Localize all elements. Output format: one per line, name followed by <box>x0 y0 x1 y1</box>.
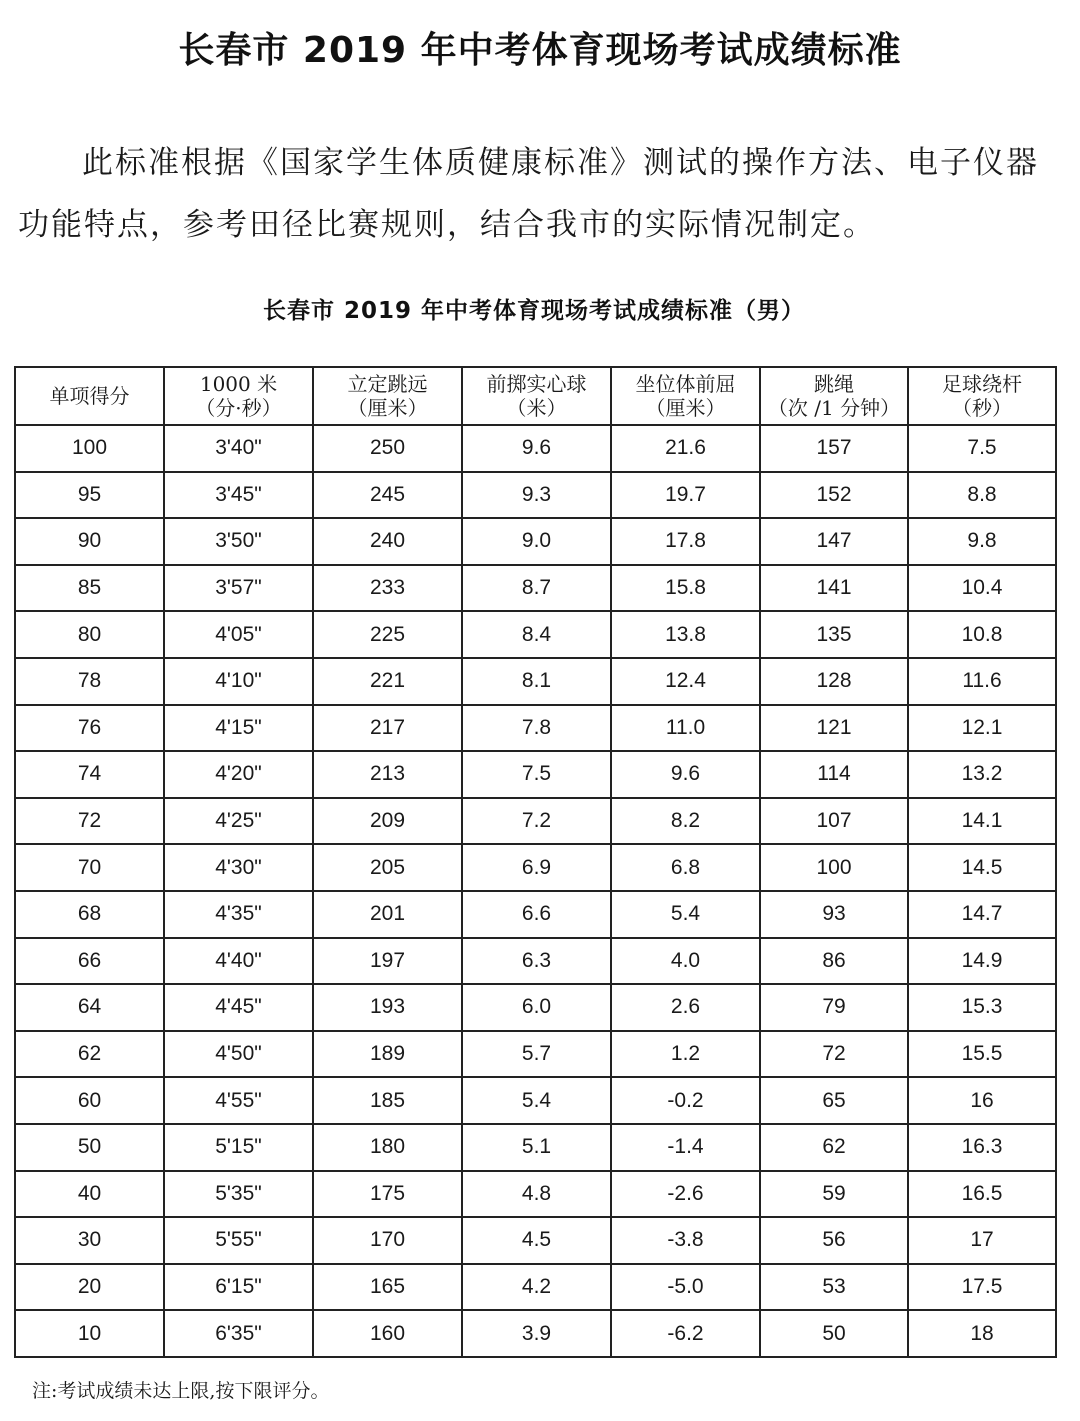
cell-ball-throw: 8.7 <box>462 565 611 612</box>
cell-ball-throw: 6.9 <box>462 844 611 891</box>
table-row <box>15 472 1056 519</box>
cell-sit-reach: 21.6 <box>611 425 760 472</box>
cell-score: 64 <box>15 984 164 1031</box>
cell-sit-reach: 1.2 <box>611 1031 760 1078</box>
cell-football: 15.3 <box>908 984 1056 1031</box>
cell-ball-throw: 8.4 <box>462 611 611 658</box>
cell-1000m: 4'20" <box>164 751 313 798</box>
header-score <box>15 367 164 425</box>
cell-football: 8.8 <box>908 472 1056 519</box>
table-row <box>15 611 1056 658</box>
table-row <box>15 1217 1056 1264</box>
table-row <box>15 1124 1056 1171</box>
cell-1000m: 3'45" <box>164 472 313 519</box>
table-row <box>15 984 1056 1031</box>
cell-football: 16 <box>908 1077 1056 1124</box>
table-row <box>15 1077 1056 1124</box>
cell-rope-skipping: 157 <box>760 425 908 472</box>
cell-score: 78 <box>15 658 164 705</box>
cell-ball-throw: 4.2 <box>462 1264 611 1311</box>
cell-football: 17 <box>908 1217 1056 1264</box>
table-row <box>15 1171 1056 1218</box>
score-standard-table <box>14 366 1057 1358</box>
cell-1000m: 4'55" <box>164 1077 313 1124</box>
header-sit-and-reach <box>611 367 760 425</box>
header-long-jump-unit: （厘米） <box>347 396 428 420</box>
header-football-dribble <box>908 367 1056 425</box>
cell-football: 11.6 <box>908 658 1056 705</box>
cell-sit-reach: 15.8 <box>611 565 760 612</box>
cell-rope-skipping: 121 <box>760 705 908 752</box>
table-row <box>15 1310 1056 1357</box>
cell-score: 40 <box>15 1171 164 1218</box>
header-football-label: 足球绕杆 <box>942 372 1022 396</box>
cell-long-jump: 189 <box>313 1031 462 1078</box>
cell-ball-throw: 9.6 <box>462 425 611 472</box>
cell-sit-reach: -2.6 <box>611 1171 760 1218</box>
cell-1000m: 4'45" <box>164 984 313 1031</box>
cell-long-jump: 185 <box>313 1077 462 1124</box>
cell-football: 10.4 <box>908 565 1056 612</box>
cell-rope-skipping: 152 <box>760 472 908 519</box>
cell-sit-reach: -5.0 <box>611 1264 760 1311</box>
cell-long-jump: 233 <box>313 565 462 612</box>
cell-sit-reach: 5.4 <box>611 891 760 938</box>
cell-score: 60 <box>15 1077 164 1124</box>
cell-long-jump: 175 <box>313 1171 462 1218</box>
cell-sit-reach: 17.8 <box>611 518 760 565</box>
table-row <box>15 565 1056 612</box>
table-row <box>15 844 1056 891</box>
cell-long-jump: 209 <box>313 798 462 845</box>
cell-1000m: 3'40" <box>164 425 313 472</box>
table-title: 长春市 2019 年中考体育现场考试成绩标准（男） <box>262 298 806 324</box>
cell-1000m: 4'30" <box>164 844 313 891</box>
table-row <box>15 658 1056 705</box>
cell-football: 15.5 <box>908 1031 1056 1078</box>
cell-ball-throw: 6.6 <box>462 891 611 938</box>
cell-ball-throw: 9.0 <box>462 518 611 565</box>
cell-sit-reach: -0.2 <box>611 1077 760 1124</box>
cell-long-jump: 245 <box>313 472 462 519</box>
cell-rope-skipping: 56 <box>760 1217 908 1264</box>
cell-rope-skipping: 147 <box>760 518 908 565</box>
cell-rope-skipping: 59 <box>760 1171 908 1218</box>
header-rope-skipping-unit: （次 /1 分钟） <box>767 396 901 420</box>
header-rope-skipping-label: 跳绳 <box>814 372 854 396</box>
cell-long-jump: 225 <box>313 611 462 658</box>
cell-ball-throw: 5.4 <box>462 1077 611 1124</box>
table-body <box>15 425 1056 1357</box>
cell-rope-skipping: 53 <box>760 1264 908 1311</box>
cell-long-jump: 213 <box>313 751 462 798</box>
cell-long-jump: 250 <box>313 425 462 472</box>
cell-1000m: 6'35" <box>164 1310 313 1357</box>
cell-rope-skipping: 86 <box>760 938 908 985</box>
cell-score: 62 <box>15 1031 164 1078</box>
header-rope-skipping <box>760 367 908 425</box>
page-title: 长春市 2019 年中考体育现场考试成绩标准 <box>178 30 902 71</box>
cell-score: 100 <box>15 425 164 472</box>
cell-1000m: 4'25" <box>164 798 313 845</box>
cell-score: 85 <box>15 565 164 612</box>
cell-rope-skipping: 62 <box>760 1124 908 1171</box>
cell-score: 72 <box>15 798 164 845</box>
cell-football: 17.5 <box>908 1264 1056 1311</box>
cell-sit-reach: 8.2 <box>611 798 760 845</box>
cell-score: 30 <box>15 1217 164 1264</box>
intro-paragraph: 此标准根据《国家学生体质健康标准》测试的操作方法、电子仪器功能特点，参考田径比赛规则，结合我市的实际情况制定。 <box>18 145 1039 243</box>
cell-1000m: 4'10" <box>164 658 313 705</box>
cell-ball-throw: 6.3 <box>462 938 611 985</box>
table-row <box>15 425 1056 472</box>
cell-score: 50 <box>15 1124 164 1171</box>
cell-score: 76 <box>15 705 164 752</box>
cell-football: 12.1 <box>908 705 1056 752</box>
cell-sit-reach: 2.6 <box>611 984 760 1031</box>
header-sit-reach-label: 坐位体前屈 <box>635 372 736 396</box>
header-1000m-run <box>164 367 313 425</box>
cell-ball-throw: 8.1 <box>462 658 611 705</box>
cell-football: 10.8 <box>908 611 1056 658</box>
header-ball-throw-label: 前掷实心球 <box>486 372 587 396</box>
cell-score: 90 <box>15 518 164 565</box>
cell-long-jump: 217 <box>313 705 462 752</box>
cell-sit-reach: 11.0 <box>611 705 760 752</box>
cell-score: 70 <box>15 844 164 891</box>
cell-rope-skipping: 50 <box>760 1310 908 1357</box>
cell-rope-skipping: 79 <box>760 984 908 1031</box>
cell-football: 16.5 <box>908 1171 1056 1218</box>
cell-long-jump: 193 <box>313 984 462 1031</box>
cell-score: 10 <box>15 1310 164 1357</box>
cell-1000m: 5'15" <box>164 1124 313 1171</box>
table-row <box>15 938 1056 985</box>
table-row <box>15 1031 1056 1078</box>
cell-football: 9.8 <box>908 518 1056 565</box>
cell-rope-skipping: 135 <box>760 611 908 658</box>
cell-score: 95 <box>15 472 164 519</box>
cell-long-jump: 197 <box>313 938 462 985</box>
header-1000m-unit: （分·秒） <box>195 396 282 420</box>
cell-long-jump: 160 <box>313 1310 462 1357</box>
cell-ball-throw: 7.5 <box>462 751 611 798</box>
cell-long-jump: 180 <box>313 1124 462 1171</box>
cell-sit-reach: 9.6 <box>611 751 760 798</box>
cell-long-jump: 165 <box>313 1264 462 1311</box>
cell-ball-throw: 9.3 <box>462 472 611 519</box>
cell-football: 18 <box>908 1310 1056 1357</box>
table-row <box>15 1264 1056 1311</box>
cell-long-jump: 205 <box>313 844 462 891</box>
cell-1000m: 4'40" <box>164 938 313 985</box>
cell-rope-skipping: 72 <box>760 1031 908 1078</box>
header-standing-long-jump <box>313 367 462 425</box>
cell-1000m: 4'15" <box>164 705 313 752</box>
cell-ball-throw: 3.9 <box>462 1310 611 1357</box>
cell-sit-reach: -6.2 <box>611 1310 760 1357</box>
cell-football: 14.7 <box>908 891 1056 938</box>
cell-rope-skipping: 141 <box>760 565 908 612</box>
header-sit-reach-unit: （厘米） <box>645 396 726 420</box>
cell-1000m: 4'05" <box>164 611 313 658</box>
cell-1000m: 4'35" <box>164 891 313 938</box>
cell-1000m: 6'15" <box>164 1264 313 1311</box>
cell-football: 7.5 <box>908 425 1056 472</box>
cell-score: 68 <box>15 891 164 938</box>
cell-sit-reach: -1.4 <box>611 1124 760 1171</box>
cell-1000m: 5'35" <box>164 1171 313 1218</box>
cell-sit-reach: 19.7 <box>611 472 760 519</box>
cell-football: 14.1 <box>908 798 1056 845</box>
cell-ball-throw: 7.2 <box>462 798 611 845</box>
cell-rope-skipping: 114 <box>760 751 908 798</box>
cell-sit-reach: -3.8 <box>611 1217 760 1264</box>
header-long-jump-label: 立定跳远 <box>347 372 428 396</box>
cell-long-jump: 221 <box>313 658 462 705</box>
cell-score: 80 <box>15 611 164 658</box>
cell-football: 14.9 <box>908 938 1056 985</box>
table-row <box>15 891 1056 938</box>
cell-rope-skipping: 65 <box>760 1077 908 1124</box>
cell-rope-skipping: 107 <box>760 798 908 845</box>
cell-long-jump: 240 <box>313 518 462 565</box>
cell-long-jump: 201 <box>313 891 462 938</box>
cell-football: 13.2 <box>908 751 1056 798</box>
cell-ball-throw: 7.8 <box>462 705 611 752</box>
cell-1000m: 3'50" <box>164 518 313 565</box>
cell-sit-reach: 13.8 <box>611 611 760 658</box>
table-row <box>15 518 1056 565</box>
cell-1000m: 4'50" <box>164 1031 313 1078</box>
header-1000m-label: 1000 米 <box>199 372 278 396</box>
cell-score: 20 <box>15 1264 164 1311</box>
header-ball-throw-unit: （米） <box>506 396 567 420</box>
header-medicine-ball-throw <box>462 367 611 425</box>
cell-sit-reach: 6.8 <box>611 844 760 891</box>
table-row <box>15 751 1056 798</box>
cell-football: 16.3 <box>908 1124 1056 1171</box>
cell-sit-reach: 12.4 <box>611 658 760 705</box>
header-score-label: 单项得分 <box>49 384 130 408</box>
cell-ball-throw: 5.1 <box>462 1124 611 1171</box>
cell-rope-skipping: 93 <box>760 891 908 938</box>
cell-ball-throw: 5.7 <box>462 1031 611 1078</box>
cell-1000m: 5'55" <box>164 1217 313 1264</box>
cell-rope-skipping: 128 <box>760 658 908 705</box>
table-row <box>15 705 1056 752</box>
cell-1000m: 3'57" <box>164 565 313 612</box>
footnote: 注:考试成绩未达上限,按下限评分。 <box>32 1380 330 1402</box>
table-header-row <box>15 367 1056 425</box>
cell-score: 66 <box>15 938 164 985</box>
cell-ball-throw: 4.8 <box>462 1171 611 1218</box>
header-football-unit: （秒） <box>952 396 1012 420</box>
table-row <box>15 798 1056 845</box>
cell-long-jump: 170 <box>313 1217 462 1264</box>
cell-ball-throw: 6.0 <box>462 984 611 1031</box>
cell-rope-skipping: 100 <box>760 844 908 891</box>
cell-ball-throw: 4.5 <box>462 1217 611 1264</box>
cell-sit-reach: 4.0 <box>611 938 760 985</box>
cell-football: 14.5 <box>908 844 1056 891</box>
cell-score: 74 <box>15 751 164 798</box>
